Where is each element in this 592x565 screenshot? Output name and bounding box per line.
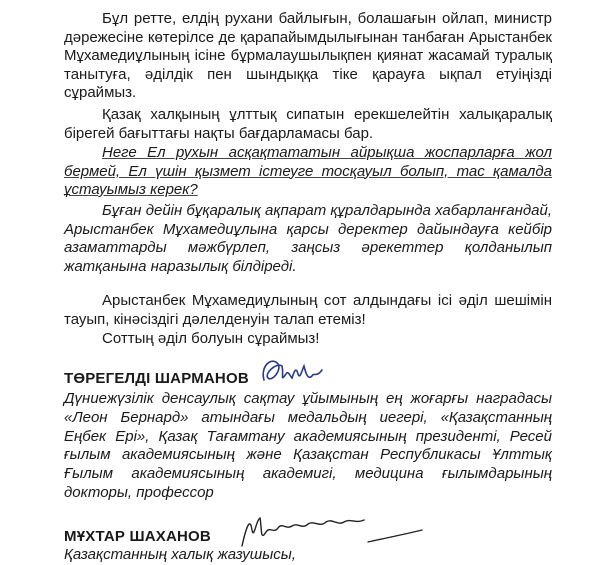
paragraph-demand: Арыстанбек Мұхамедиұлының сот алдындағы ісі әділ шешімін тауып, кінәсіздігі дәлелденуін талап етеміз! [64,292,552,328]
paragraph-program: Қазақ халқының ұлттық сипатын ерекшелейтін халықаралық бірегей бағыттағы нақты бағдарламасы бар. [64,106,552,142]
paragraph-media: Бұған дейін бұқаралық ақпарат құралдарында хабарланғандай, Арыстанбек Мұхамедиұлына қарсы деректер дайындауға кейбір азаматтарды мәжбүрлеп, заңсыз әрекеттер қолданылып жатқанына наразылық білдіреді. [64,202,552,275]
signatory-name-sharmanov: ТӨРЕГЕЛДІ ШАРМАНОВ [64,370,249,387]
paragraph-request: Бұл ретте, елдің рухани байлығын, болашағын ойлап, министр дәрежесіне көтерілсе де қарапайымдылығынан танбаған Арыстанбек Мұхамедиұлының ісіне бұрмалаушылықпен қиянат жасамай туралық танытуға, әділдік пен шындыққа тіке қарауға ықпал етуіңізді сұраймыз. [64,10,552,101]
signatory-description-sharmanov: Дүниежүзілік денсаулық сақтау ұйымының ең жоғарғы наградасы «Леон Бернард» атындағы медальдың иегері, «Қазақстанның Еңбек Ері», Қазақ Тағамтану академиясының президенті, Ресей ғылым академиясының және Қазақстан Республикасы Ұлттық Ғылым академиясының академигі, медицина ғылымдарының докторы, профессор [64,390,552,501]
handwritten-signature-sharmanov [258,352,328,392]
paragraph-question: Неге Ел рухын асқақтататын айрықша жоспарларға жол бермей, Ел үшін қызмет істеуге тосқауыл болып, тас қамалда ұстауымыз керек? [64,144,552,198]
signatory-description-shakhanov: Қазақстанның халық жазушысы, [64,546,296,563]
paragraph-fair-trial: Соттың әділ болуын сұраймыз! [102,330,320,347]
signatory-name-shakhanov: МҰХТАР ШАХАНОВ [64,528,211,545]
